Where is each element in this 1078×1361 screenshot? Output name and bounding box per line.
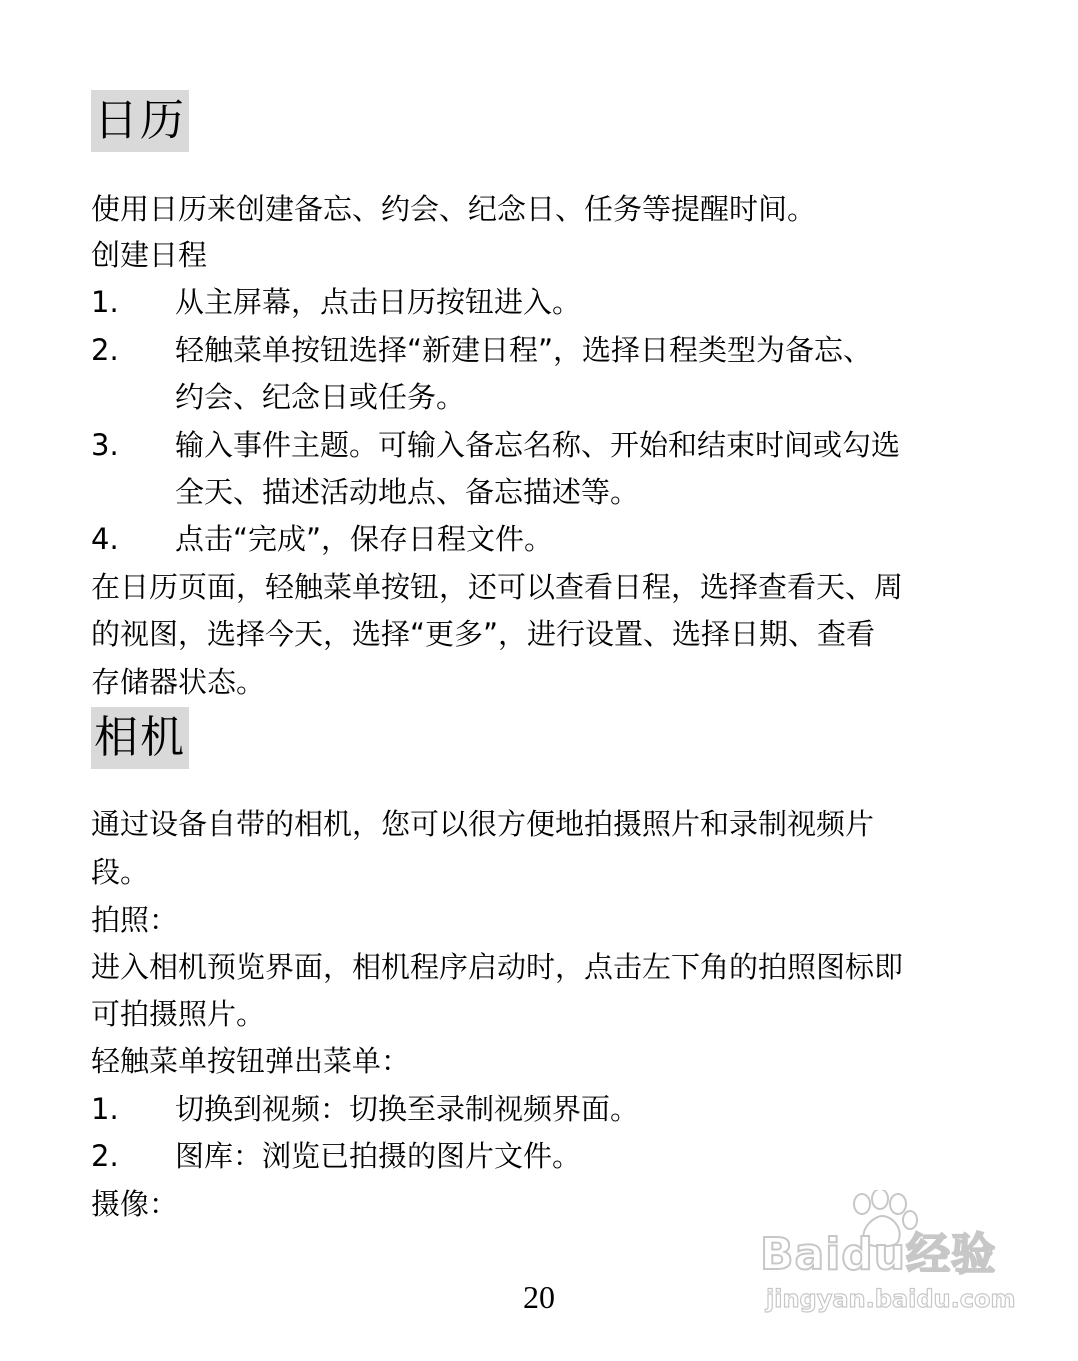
calendar-note-line: 存储器状态。 [91, 665, 266, 699]
calendar-step-3 [91, 421, 900, 469]
camera-photo-line: 进入相机预览界面，相机程序启动时，点击左下角的拍照图标即 [91, 950, 904, 984]
item-text: 切换到视频：切换至录制视频界面。 [175, 1092, 640, 1126]
camera-photo-line: 可拍摄照片。 [91, 997, 266, 1031]
step-number: 4. [91, 522, 119, 556]
calendar-step-3-continued: 全天、描述活动地点、备忘描述等。 [175, 475, 640, 509]
baidu-watermark [760, 1190, 1020, 1320]
step-number: 3. [91, 428, 119, 462]
calendar-step-4 [91, 515, 553, 563]
step-text: 点击“完成”，保存日程文件。 [175, 522, 554, 556]
step-number: 2. [91, 333, 119, 367]
calendar-step-2-continued: 约会、纪念日或任务。 [175, 380, 466, 414]
item-text: 图库：浏览已拍摄的图片文件。 [175, 1139, 582, 1173]
watermark-url: jingyan.baidu.com [766, 1285, 1016, 1313]
watermark-logo: Baidu经验 [760, 1229, 997, 1280]
camera-menu-item-2 [91, 1132, 581, 1180]
camera-menu-label: 轻触菜单按钮弹出菜单： [91, 1044, 411, 1078]
step-text: 输入事件主题。可输入备忘名称、开始和结束时间或勾选 [175, 428, 901, 462]
section-heading-calendar: 日历 [91, 90, 189, 152]
calendar-subheading: 创建日程 [91, 238, 208, 272]
calendar-intro: 使用日历来创建备忘、约会、纪念日、任务等提醒时间。 [91, 192, 817, 226]
section-heading-camera: 相机 [91, 707, 189, 769]
camera-video-label: 摄像： [91, 1187, 179, 1221]
camera-intro-line: 段。 [91, 855, 150, 889]
calendar-note-line: 的视图，选择今天，选择“更多”，进行设置、选择日期、查看 [91, 617, 876, 651]
calendar-note-line: 在日历页面，轻触菜单按钮，还可以查看日程，选择查看天、周 [91, 570, 904, 604]
step-text: 从主屏幕，点击日历按钮进入。 [175, 285, 582, 319]
calendar-step-2 [91, 326, 872, 374]
camera-intro-line: 通过设备自带的相机，您可以很方便地拍摄照片和录制视频片 [91, 807, 875, 841]
item-number: 2. [91, 1139, 119, 1173]
camera-menu-item-1 [91, 1085, 639, 1133]
step-text: 轻触菜单按钮选择“新建日程”，选择日程类型为备忘、 [175, 333, 873, 367]
calendar-step-1 [91, 278, 581, 326]
item-number: 1. [91, 1092, 119, 1126]
page-number: 20 [523, 1279, 555, 1315]
camera-photo-label: 拍照： [91, 903, 179, 937]
step-number: 1. [91, 285, 119, 319]
